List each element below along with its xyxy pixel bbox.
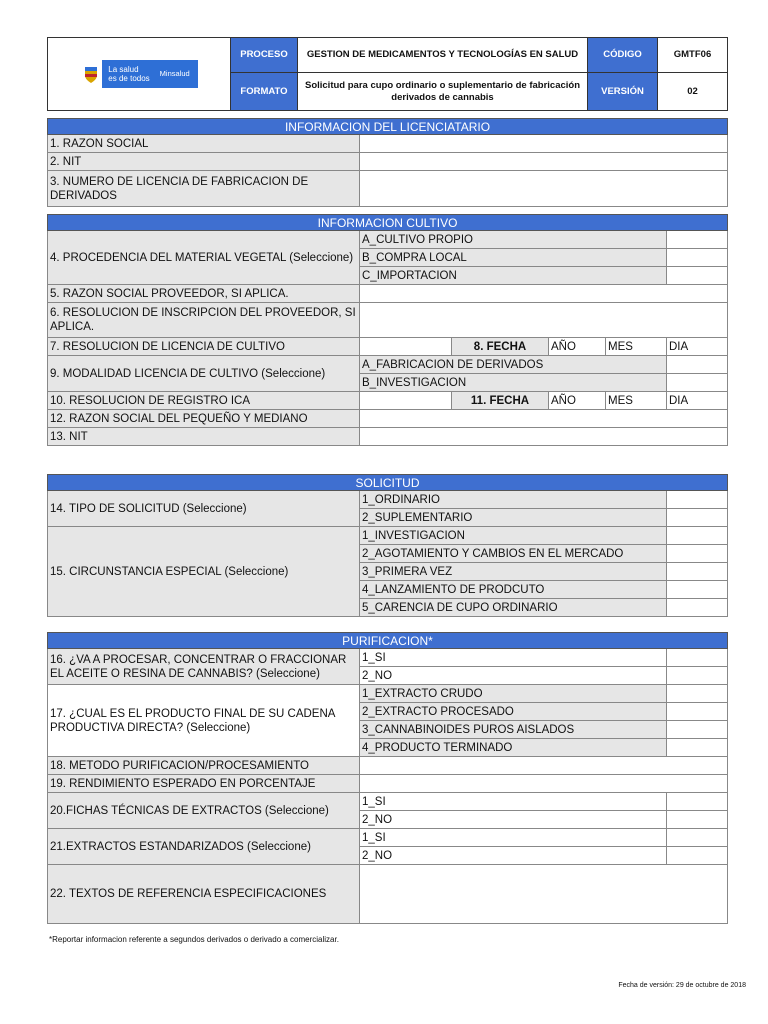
- codigo-value: GMTF06: [658, 38, 728, 73]
- field-label: 5. RAZON SOCIAL PROVEEDOR, SI APLICA.: [48, 285, 360, 303]
- section-title: SOLICITUD: [48, 475, 728, 491]
- option-checkbox[interactable]: [667, 667, 728, 685]
- footnote: *Reportar informacion referente a segundos derivados o derivado a comercializar.: [49, 935, 339, 944]
- version-date: Fecha de versión: 29 de octubre de 2018: [618, 982, 746, 989]
- option-checkbox[interactable]: [667, 356, 728, 374]
- option-label: 3_CANNABINOIDES PUROS AISLADOS: [360, 721, 667, 739]
- field-label: 7. RESOLUCION DE LICENCIA DE CULTIVO: [48, 338, 360, 356]
- section-title: PURIFICACION*: [48, 633, 728, 649]
- textos-referencia-input[interactable]: [360, 865, 728, 924]
- codigo-label: CÓDIGO: [588, 38, 658, 73]
- field-label: 14. TIPO DE SOLICITUD (Seleccione): [48, 491, 360, 527]
- nit-input[interactable]: [360, 153, 728, 171]
- field-label: 21.EXTRACTOS ESTANDARIZADOS (Seleccione): [48, 829, 360, 865]
- option-label: 1_SI: [360, 793, 667, 811]
- option-label: 1_SI: [360, 829, 667, 847]
- option-label: 4_PRODUCTO TERMINADO: [360, 739, 667, 757]
- option-label: B_COMPRA LOCAL: [360, 249, 667, 267]
- option-checkbox[interactable]: [667, 685, 728, 703]
- proceso-value: GESTION DE MEDICAMENTOS Y TECNOLOGÍAS EN SALUD: [298, 38, 588, 73]
- option-label: A_CULTIVO PROPIO: [360, 231, 667, 249]
- formato-value: Solicitud para cupo ordinario o suplementario de fabricación derivados de cannabis: [298, 73, 588, 111]
- licencia-cultivo-input[interactable]: [360, 338, 452, 356]
- option-label: 2_SUPLEMENTARIO: [360, 509, 667, 527]
- option-checkbox[interactable]: [667, 847, 728, 865]
- option-checkbox[interactable]: [667, 563, 728, 581]
- option-label: 1_ORDINARIO: [360, 491, 667, 509]
- version-label: VERSIÓN: [588, 73, 658, 111]
- option-label: 2_NO: [360, 847, 667, 865]
- section-title: INFORMACION CULTIVO: [48, 215, 728, 231]
- section-title: INFORMACION DEL LICENCIATARIO: [48, 119, 728, 135]
- option-label: 2_NO: [360, 667, 667, 685]
- option-checkbox[interactable]: [667, 793, 728, 811]
- field-label: 20.FICHAS TÉCNICAS DE EXTRACTOS (Seleccione): [48, 793, 360, 829]
- option-checkbox[interactable]: [667, 509, 728, 527]
- inscripcion-input[interactable]: [360, 303, 728, 338]
- option-checkbox[interactable]: [667, 829, 728, 847]
- field-label: 19. RENDIMIENTO ESPERADO EN PORCENTAJE: [48, 775, 360, 793]
- option-checkbox[interactable]: [667, 721, 728, 739]
- field-label: 16. ¿VA A PROCESAR, CONCENTRAR O FRACCIONAR EL ACEITE O RESINA DE CANNABIS? (Seleccione): [48, 649, 360, 685]
- metodo-input[interactable]: [360, 757, 728, 775]
- option-checkbox[interactable]: [667, 491, 728, 509]
- licencia-input[interactable]: [360, 171, 728, 207]
- option-checkbox[interactable]: [667, 267, 728, 285]
- option-checkbox[interactable]: [667, 703, 728, 721]
- field-label: 1. RAZON SOCIAL: [48, 135, 360, 153]
- mes-field[interactable]: MES: [606, 338, 667, 356]
- dia-field[interactable]: DIA: [667, 338, 728, 356]
- document-header: [47, 37, 728, 111]
- field-label: 4. PROCEDENCIA DEL MATERIAL VEGETAL (Seleccione): [48, 231, 360, 285]
- option-checkbox[interactable]: [667, 599, 728, 617]
- version-value: 02: [658, 73, 728, 111]
- section-solicitud: [47, 474, 728, 617]
- option-label: 2_NO: [360, 811, 667, 829]
- mes-field[interactable]: MES: [606, 392, 667, 410]
- option-label: 2_AGOTAMIENTO Y CAMBIOS EN EL MERCADO: [360, 545, 667, 563]
- formato-label: FORMATO: [231, 73, 298, 111]
- option-checkbox[interactable]: [667, 374, 728, 392]
- option-checkbox[interactable]: [667, 649, 728, 667]
- field-label: 9. MODALIDAD LICENCIA DE CULTIVO (Seleccione): [48, 356, 360, 392]
- anio-field[interactable]: AÑO: [549, 338, 606, 356]
- option-checkbox[interactable]: [667, 581, 728, 599]
- section-purificacion: [47, 632, 728, 924]
- proceso-label: PROCESO: [231, 38, 298, 73]
- field-label: 18. METODO PURIFICACION/PROCESAMIENTO: [48, 757, 360, 775]
- option-label: 1_INVESTIGACION: [360, 527, 667, 545]
- option-label: A_FABRICACION DE DERIVADOS: [360, 356, 667, 374]
- field-label: 13. NIT: [48, 428, 360, 446]
- option-label: B_INVESTIGACION: [360, 374, 667, 392]
- fecha-label: 11. FECHA: [452, 392, 549, 410]
- field-label: 6. RESOLUCION DE INSCRIPCION DEL PROVEEDOR, SI APLICA.: [48, 303, 360, 338]
- option-label: 2_EXTRACTO PROCESADO: [360, 703, 667, 721]
- government-logo: La salud es de todos Minsalud: [80, 60, 197, 88]
- dia-field[interactable]: DIA: [667, 392, 728, 410]
- field-label: 10. RESOLUCION DE REGISTRO ICA: [48, 392, 360, 410]
- option-label: 1_EXTRACTO CRUDO: [360, 685, 667, 703]
- option-checkbox[interactable]: [667, 249, 728, 267]
- option-label: 1_SI: [360, 649, 667, 667]
- proveedor-input[interactable]: [360, 285, 728, 303]
- field-label: 2. NIT: [48, 153, 360, 171]
- section-cultivo: [47, 214, 728, 446]
- logo-cell: [48, 38, 231, 111]
- option-checkbox[interactable]: [667, 739, 728, 757]
- field-label: 12. RAZON SOCIAL DEL PEQUEÑO Y MEDIANO: [48, 410, 360, 428]
- anio-field[interactable]: AÑO: [549, 392, 606, 410]
- option-checkbox[interactable]: [667, 527, 728, 545]
- option-checkbox[interactable]: [667, 811, 728, 829]
- razon-social-input[interactable]: [360, 135, 728, 153]
- nit-cultivo-input[interactable]: [360, 428, 728, 446]
- field-label: 22. TEXTOS DE REFERENCIA ESPECIFICACIONES: [48, 865, 360, 924]
- rendimiento-input[interactable]: [360, 775, 728, 793]
- option-checkbox[interactable]: [667, 545, 728, 563]
- option-checkbox[interactable]: [667, 231, 728, 249]
- razon-social-pequeno-input[interactable]: [360, 410, 728, 428]
- section-licenciatario: [47, 118, 728, 207]
- fecha-label: 8. FECHA: [452, 338, 549, 356]
- registro-ica-input[interactable]: [360, 392, 452, 410]
- option-label: C_IMPORTACION: [360, 267, 667, 285]
- option-label: 5_CARENCIA DE CUPO ORDINARIO: [360, 599, 667, 617]
- option-label: 4_LANZAMIENTO DE PRODCUTO: [360, 581, 667, 599]
- field-label: 3. NUMERO DE LICENCIA DE FABRICACION DE DERIVADOS: [48, 171, 360, 207]
- field-label: 17. ¿CUAL ES EL PRODUCTO FINAL DE SU CADENA PRODUCTIVA DIRECTA? (Seleccione): [48, 685, 360, 757]
- field-label: 15. CIRCUNSTANCIA ESPECIAL (Seleccione): [48, 527, 360, 617]
- coat-of-arms-icon: [80, 60, 102, 88]
- option-label: 3_PRIMERA VEZ: [360, 563, 667, 581]
